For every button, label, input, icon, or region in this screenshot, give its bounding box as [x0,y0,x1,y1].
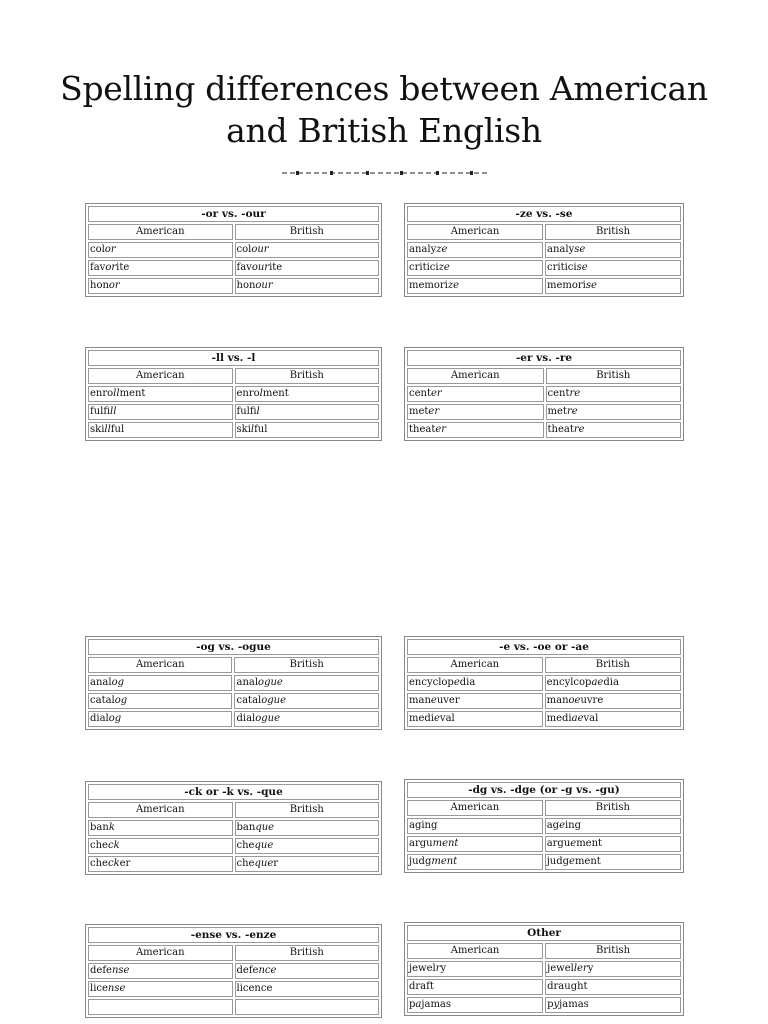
column-header-british: British [545,800,681,816]
british-spelling: colour [235,242,380,258]
table-caption: -er vs. -re [407,350,681,366]
table-row [88,711,379,727]
british-spelling: licence [235,981,379,997]
column-header-british: British [545,657,681,673]
british-spelling: skilful [235,422,380,438]
british-spelling: fulfil [235,404,380,420]
table-caption: -dg vs. -dge (or -g vs. -gu) [407,782,681,798]
table-row [88,260,379,276]
column-header-british: British [235,368,380,384]
column-header-american: American [407,368,544,384]
column-header-american: American [407,943,543,959]
british-spelling: arguement [545,836,681,852]
american-spelling: jewelry [407,961,543,977]
american-spelling: defense [88,963,233,979]
american-spelling: judgment [407,854,543,870]
column-header-american: American [88,224,233,240]
column-header-british: British [234,657,379,673]
table-caption: -ze vs. -se [407,206,681,222]
table-row [407,961,681,977]
table-caption: Other [407,925,681,941]
american-spelling: bank [88,820,233,836]
american-spelling [88,999,233,1015]
column-header-british: British [235,945,379,961]
british-spelling [235,999,379,1015]
british-spelling: theatre [546,422,681,438]
british-spelling: honour [235,278,380,294]
table-e-vs-oe-ae [404,636,684,730]
column-header-american: American [88,657,232,673]
british-spelling: favourite [235,260,380,276]
table-row [88,404,379,420]
column-header-british: British [546,368,681,384]
table-row [88,386,379,402]
table-row [407,711,681,727]
page-title-line-2: and British English [226,111,542,150]
table-row [407,854,681,870]
american-spelling: memorize [407,278,543,294]
british-spelling: banque [235,820,379,836]
table-row [407,979,681,995]
american-spelling: dialog [88,711,232,727]
table-caption: -ll vs. -l [88,350,379,366]
british-spelling: criticise [545,260,681,276]
british-spelling: draught [545,979,681,995]
american-spelling: color [88,242,233,258]
american-spelling: aging [407,818,543,834]
american-spelling: theater [407,422,544,438]
table-row [407,693,681,709]
american-spelling: enrollment [88,386,233,402]
decorative-divider [282,171,488,175]
column-header-british: British [235,224,380,240]
american-spelling: analog [88,675,232,691]
table-row [88,242,379,258]
table-caption: -e vs. -oe or -ae [407,639,681,655]
american-spelling: medieval [407,711,543,727]
table-er-vs-re [404,347,684,441]
american-spelling: favorite [88,260,233,276]
american-spelling: pajamas [407,997,543,1013]
table-other [404,922,684,1016]
column-header-british: British [235,802,379,818]
column-header-american: American [407,657,543,673]
table-caption: -og vs. -ogue [88,639,379,655]
table-caption: -ense vs. -enze [88,927,379,943]
table-row [88,693,379,709]
table-caption: -or vs. -our [88,206,379,222]
british-spelling: analogue [234,675,379,691]
american-spelling: center [407,386,544,402]
table-row [407,422,681,438]
table-row [88,963,379,979]
american-spelling: catalog [88,693,232,709]
table-row [88,278,379,294]
british-spelling: memorise [545,278,681,294]
column-header-british: British [545,943,681,959]
american-spelling: encyclopedia [407,675,543,691]
table-row [88,999,379,1015]
column-header-british: British [545,224,681,240]
table-ll-vs-l [85,347,382,441]
table-og-vs-ogue [85,636,382,730]
table-ense-vs-enze [85,924,382,1018]
table-row [407,818,681,834]
page-title [0,68,768,152]
british-spelling: pyjamas [545,997,681,1013]
american-spelling: skillful [88,422,233,438]
table-row [88,856,379,872]
british-spelling: analyse [545,242,681,258]
table-row [407,997,681,1013]
table-row [88,675,379,691]
table-row [88,422,379,438]
table-row [407,675,681,691]
table-row [407,386,681,402]
american-spelling: check [88,838,233,854]
table-row [407,836,681,852]
column-header-american: American [407,800,543,816]
british-spelling: chequer [235,856,379,872]
table-row [88,820,379,836]
british-spelling: judgement [545,854,681,870]
table-ck-vs-que [85,781,382,875]
table-caption: -ck or -k vs. -que [88,784,379,800]
column-header-american: American [88,802,233,818]
american-spelling: fulfill [88,404,233,420]
american-spelling: criticize [407,260,543,276]
american-spelling: draft [407,979,543,995]
table-row [407,404,681,420]
table-row [88,838,379,854]
british-spelling: encylcopaedia [545,675,681,691]
british-spelling: jewellery [545,961,681,977]
american-spelling: meter [407,404,544,420]
british-spelling: cheque [235,838,379,854]
british-spelling: mediaeval [545,711,681,727]
column-header-american: American [88,945,233,961]
british-spelling: dialogue [234,711,379,727]
british-spelling: ageing [545,818,681,834]
table-row [407,260,681,276]
american-spelling: maneuver [407,693,543,709]
table-or-vs-our [85,203,382,297]
british-spelling: metre [546,404,681,420]
american-spelling: analyze [407,242,543,258]
table-ze-vs-se [404,203,684,297]
page-title-line-1: Spelling differences between American [60,69,708,108]
column-header-american: American [88,368,233,384]
table-row [407,242,681,258]
british-spelling: catalogue [234,693,379,709]
british-spelling: manoeuvre [545,693,681,709]
table-row [88,981,379,997]
american-spelling: argument [407,836,543,852]
column-header-american: American [407,224,543,240]
table-row [407,278,681,294]
american-spelling: license [88,981,233,997]
british-spelling: defence [235,963,379,979]
american-spelling: honor [88,278,233,294]
british-spelling: centre [546,386,681,402]
british-spelling: enrolment [235,386,380,402]
table-dg-vs-dge [404,779,684,873]
american-spelling: checker [88,856,233,872]
